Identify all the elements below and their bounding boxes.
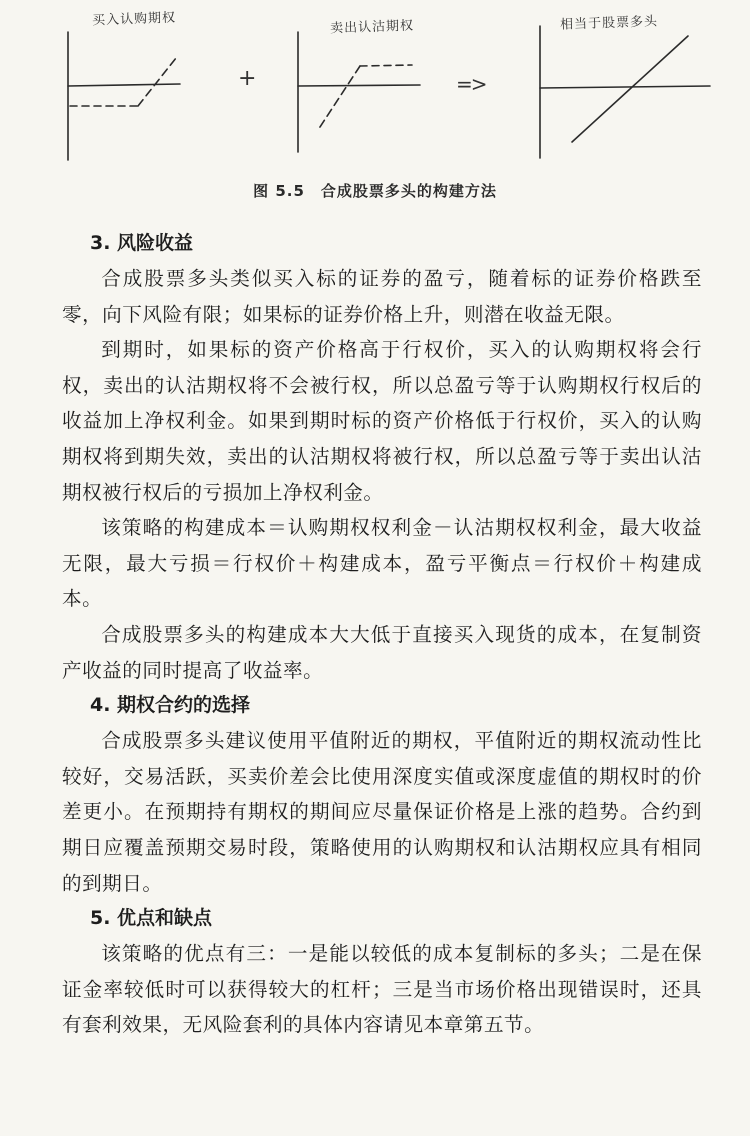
figure-caption: 图 5.5 合成股票多头的构建方法 — [253, 182, 497, 200]
paragraph: 该策略的构建成本＝认购期权权利金－认沽期权权利金，最大收益无限，最大亏损＝行权价＋构建成本，盈亏平衡点＝行权价＋构建成本。 — [62, 516, 702, 611]
section-heading-contract-selection: 4. 期权合约的选择 — [90, 694, 251, 717]
plus-sign: + — [238, 66, 258, 91]
paragraph: 合成股票多头建议使用平值附近的期权，平值附近的期权流动性比较好，交易活跃，买卖价差会比使用深度实值或深度虚值的期权时的价差更小。在预期持有期权的期间应尽量保证价格是上涨的趋势。合约到期日应覆盖预期交易时段，策略使用的认购期权和认沽期权应具有相同的到期日。 — [62, 729, 702, 895]
section-heading-pros-cons: 5. 优点和缺点 — [90, 907, 213, 930]
section-heading-risk-return: 3. 风险收益 — [90, 232, 194, 254]
paragraph: 合成股票多头的构建成本大大低于直接买入现货的成本，在复制资产收益的同时提高了收益率。 — [62, 622, 702, 682]
paragraph: 到期时，如果标的资产价格高于行权价，买入的认购期权将会行权，卖出的认沽期权将不会被行权，所以总盈亏等于认购期权行权后的收益加上净权利金。如果到期时标的资产价格低于行权价，买入的认购期权将到期失效，卖出的认沽期权将被行权，所以总盈亏等于卖出认沽期权被行权后的亏损加上净权利金。 — [62, 338, 702, 504]
figure-label-synthetic-long: 相当于股票多头 — [559, 14, 659, 33]
short-put-sketch — [298, 32, 420, 152]
figure-label-short-put: 卖出认沽期权 — [329, 18, 415, 37]
figure-5-5 — [0, 0, 750, 215]
figure-label-long-call: 买入认购期权 — [91, 10, 177, 29]
long-call-sketch — [68, 32, 180, 160]
paragraph: 该策略的优点有三：一是能以较低的成本复制标的多头；二是在保证金率较低时可以获得较大的杠杆；三是当市场价格出现错误时，还具有套利效果，无风险套利的具体内容请见本章第五节。 — [62, 942, 702, 1037]
synthetic-long-sketch — [540, 26, 710, 158]
implies-arrow: => — [456, 72, 486, 96]
body-text — [62, 226, 702, 1043]
paragraph: 合成股票多头类似买入标的证券的盈亏，随着标的证券价格跌至零，向下风险有限；如果标的证券价格上升，则潜在收益无限。 — [62, 267, 702, 326]
